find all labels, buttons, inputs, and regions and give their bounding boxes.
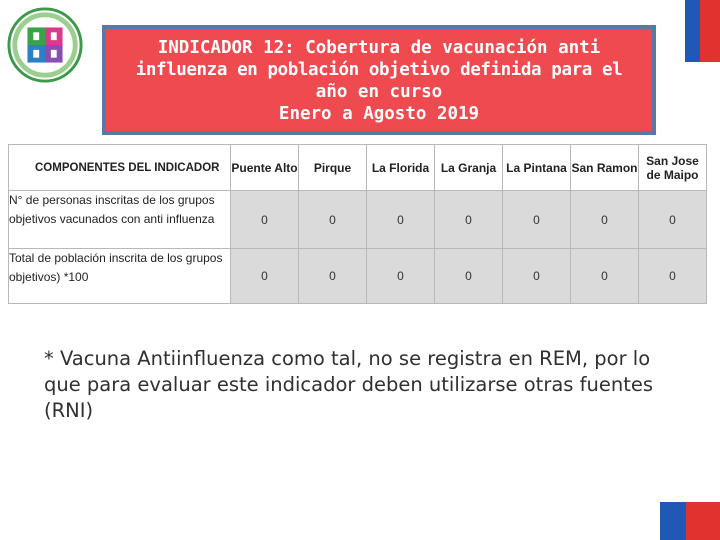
header-pirque: Pirque <box>299 145 367 191</box>
flag-stripe-bottom <box>660 502 720 540</box>
health-service-logo <box>6 6 84 84</box>
table-row <box>9 249 707 304</box>
header-puente-alto: Puente Alto <box>231 145 299 191</box>
table-row <box>9 191 707 249</box>
title-line-1: INDICADOR 12: Cobertura de vacunación anti <box>157 38 601 58</box>
table-cell: 0 <box>231 249 299 304</box>
flag-stripe-top <box>685 0 720 62</box>
table-cell: 0 <box>299 191 367 249</box>
header-components: COMPONENTES DEL INDICADOR <box>9 145 231 191</box>
table-cell: 0 <box>639 191 707 249</box>
table-cell: 0 <box>503 249 571 304</box>
table-cell: 0 <box>571 191 639 249</box>
title-line-2: influenza en población objetivo definida para el <box>135 60 623 80</box>
table-cell: 0 <box>367 191 435 249</box>
indicator-table <box>8 144 707 304</box>
table-cell: 0 <box>435 191 503 249</box>
title-line-3: año en curso <box>315 82 443 102</box>
table-cell: 0 <box>299 249 367 304</box>
header-la-florida: La Florida <box>367 145 435 191</box>
table-cell: 0 <box>231 191 299 249</box>
table-header-row <box>9 145 707 191</box>
header-san-jose-de-maipo: San Jose de Maipo <box>639 145 707 191</box>
footnote-text: * Vacuna Antiinfluenza como tal, no se registra en REM, por lo que para evaluar este indicador deben utilizarse otras fuentes (RNI) <box>44 347 654 422</box>
flag-blue-bar <box>660 502 686 540</box>
flag-blue-bar <box>685 0 700 62</box>
header-la-granja: La Granja <box>435 145 503 191</box>
table-cell: 0 <box>367 249 435 304</box>
title-line-4: Enero a Agosto 2019 <box>278 104 480 124</box>
row-label-total-population: Total de población inscrita de los grupos objetivos) *100 <box>9 249 231 304</box>
flag-red-bar <box>686 502 720 540</box>
table-cell: 0 <box>435 249 503 304</box>
indicator-title-box <box>102 25 656 135</box>
header-san-ramon: San Ramon <box>571 145 639 191</box>
row-label-vaccinated: N° de personas inscritas de los grupos objetivos vacunados con anti influenza <box>9 191 231 249</box>
table-cell: 0 <box>503 191 571 249</box>
table-cell: 0 <box>639 249 707 304</box>
header-la-pintana: La Pintana <box>503 145 571 191</box>
flag-red-bar <box>700 0 720 62</box>
table-cell: 0 <box>571 249 639 304</box>
